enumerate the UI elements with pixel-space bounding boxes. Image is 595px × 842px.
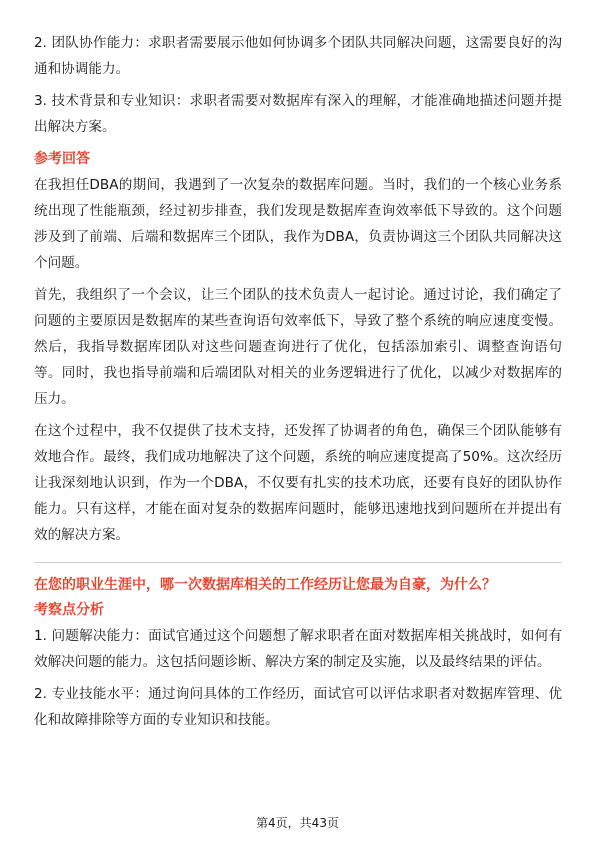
reference-paragraph: 在我担任DBA的期间，我遇到了一次复杂的数据库问题。当时，我们的一个核心业务系统出现了性能瓶颈，经过初步排查，我们发现是数据库查询效率低下导致的。这个问题涉及到了前端、后端和数据库三个团队，我作为DBA，负责协调这三个团队共同解决这个问题。 [34, 177, 562, 271]
reference-paragraph: 首先，我组织了一个会议，让三个团队的技术负责人一起讨论。通过讨论，我们确定了问题的主要原因是数据库的某些查询语句效率低下，导致了整个系统的响应速度变慢。然后，我指导数据库团队对这些问题查询进行了优化，包括添加索引、调整查询语句等。同时，我也指导前端和后端团队对相关的业务逻辑进行了优化，以减少对数据库的压力。 [34, 287, 562, 407]
intro-point-3: 3. 技术背景和专业知识：求职者需要对数据库有深入的理解，才能准确地描述问题并提出解决方案。 [34, 93, 562, 135]
page-number: 第4页，共43页 [256, 816, 339, 830]
document-body [34, 30, 562, 733]
analysis-point-1: 1. 问题解决能力：面试官通过这个问题想了解求职者在面对数据库相关挑战时，如何有效解决问题的能力。这包括问题诊断、解决方案的制定及实施，以及最终结果的评估。 [34, 628, 562, 670]
interview-question: 在您的职业生涯中，哪一次数据库相关的工作经历让您最为自豪，为什么？ [34, 577, 496, 593]
reference-paragraph: 在这个过程中，我不仅提供了技术支持，还发挥了协调者的角色，确保三个团队能够有效地合作。最终，我们成功地解决了这个问题，系统的响应速度提高了50%。这次经历让我深刻地认识到，作为一个DBA，不仅要有扎实的技术功底，还要有良好的团队协作能力。只有这样，才能在面对复杂的数据库问题时，能够迅速地找到问题所在并提出有效的解决方案。 [34, 423, 562, 543]
analysis-point-2: 2. 专业技能水平：通过询问具体的工作经历，面试官可以评估求职者对数据库管理、优化和故障排除等方面的专业知识和技能。 [34, 686, 562, 728]
section-divider [34, 562, 562, 563]
analysis-heading: 考察点分析 [34, 602, 104, 618]
intro-point-2: 2. 团队协作能力：求职者需要展示他如何协调多个团队共同解决问题，这需要良好的沟通和协调能力。 [34, 35, 562, 77]
reference-heading: 参考回答 [34, 151, 90, 167]
